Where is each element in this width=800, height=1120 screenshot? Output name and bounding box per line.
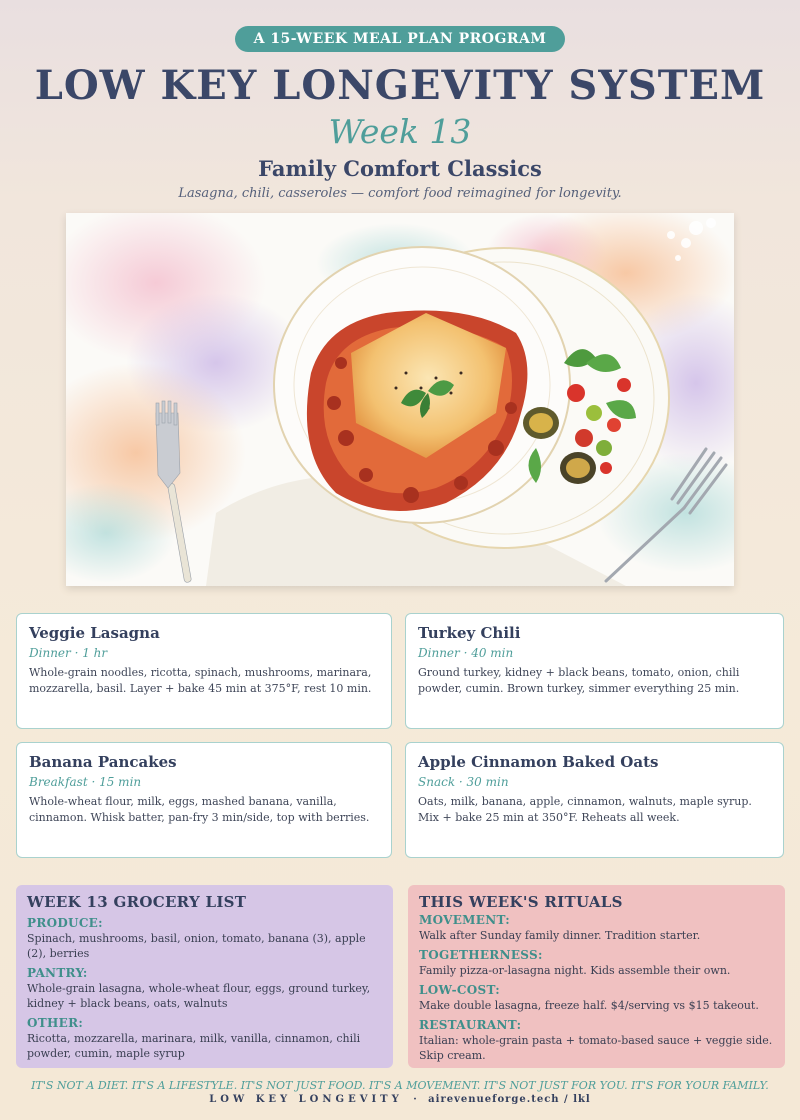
grocery-section-label: PRODUCE: [27,916,103,930]
recipe-name: Veggie Lasagna [29,624,160,642]
ritual-label: RESTAURANT: [419,1018,522,1032]
hero-image-lasagna [66,213,734,586]
ritual-label: TOGETHERNESS: [419,948,543,962]
footer-brand: LOW KEY LONGEVITY [209,1094,403,1105]
footer-separator: · [413,1094,418,1105]
recipe-card [16,613,392,729]
rituals-panel [408,885,785,1068]
page-title: LOW KEY LONGEVITY SYSTEM [34,62,766,109]
recipe-name: Banana Pancakes [29,753,177,771]
recipe-card [405,742,784,858]
week-theme: Family Comfort Classics [258,156,542,181]
week-tagline: Lasagna, chili, casseroles — comfort food reimagined for longevity. [178,186,622,201]
ritual-text: Make double lasagna, freeze half. $4/serving vs $15 takeout. [419,999,759,1012]
grocery-section-label: PANTRY: [27,966,88,980]
ritual-text: Italian: whole-grain pasta + tomato-based sauce + veggie side. Skip cream. [419,1034,773,1062]
recipe-meta: Dinner · 40 min [418,646,514,660]
recipe-description: Oats, milk, banana, apple, cinnamon, walnuts, maple syrup. Mix + bake 25 min at 350°F. Reheats all week. [418,795,752,824]
grocery-section-text: Ricotta, mozzarella, marinara, milk, vanilla, cinnamon, chili powder, cumin, maple syrup [27,1032,361,1060]
footer-brand-line [0,1094,800,1105]
recipe-meta: Dinner · 1 hr [29,646,108,660]
grocery-list-panel [16,885,393,1068]
footer-motto: IT'S NOT A DIET. IT'S A LIFESTYLE. IT'S NOT JUST FOOD. IT'S A MOVEMENT. IT'S NOT JUST FOR YOU. IT'S FOR YOUR FAMILY. [31,1079,769,1092]
recipe-name: Apple Cinnamon Baked Oats [418,753,659,771]
week-label: Week 13 [328,112,472,151]
ritual-text: Walk after Sunday family dinner. Tradition starter. [419,929,701,942]
program-badge: A 15-WEEK MEAL PLAN PROGRAM [235,26,565,52]
recipe-description: Ground turkey, kidney + black beans, tomato, onion, chili powder, cumin. Brown turkey, simmer everything 25 min. [418,666,740,695]
recipe-meta: Snack · 30 min [418,775,509,789]
ritual-text: Family pizza-or-lasagna night. Kids assemble their own. [419,964,731,977]
grocery-heading: WEEK 13 GROCERY LIST [27,893,247,911]
rituals-heading: THIS WEEK'S RITUALS [419,893,623,911]
ritual-label: LOW-COST: [419,983,500,997]
lasagna-plate-illustration [66,213,734,586]
recipe-description: Whole-grain noodles, ricotta, spinach, mushrooms, marinara, mozzarella, basil. Layer + bake 45 min at 375°F, rest 10 min. [29,666,372,695]
grocery-section-label: OTHER: [27,1016,84,1030]
footer-url: airevenueforge.tech / lkl [428,1094,591,1105]
recipe-card [16,742,392,858]
recipe-description: Whole-wheat flour, milk, eggs, mashed banana, vanilla, cinnamon. Whisk batter, pan-fry 3 min/side, top with berries. [29,795,370,824]
ritual-label: MOVEMENT: [419,913,511,927]
grocery-section-text: Whole-grain lasagna, whole-wheat flour, eggs, ground turkey, kidney + black beans, oats, walnuts [27,982,371,1010]
grocery-section-text: Spinach, mushrooms, basil, onion, tomato, banana (3), apple (2), berries [27,932,366,960]
recipe-card [405,613,784,729]
recipe-meta: Breakfast · 15 min [29,775,142,789]
recipe-name: Turkey Chili [418,624,521,642]
